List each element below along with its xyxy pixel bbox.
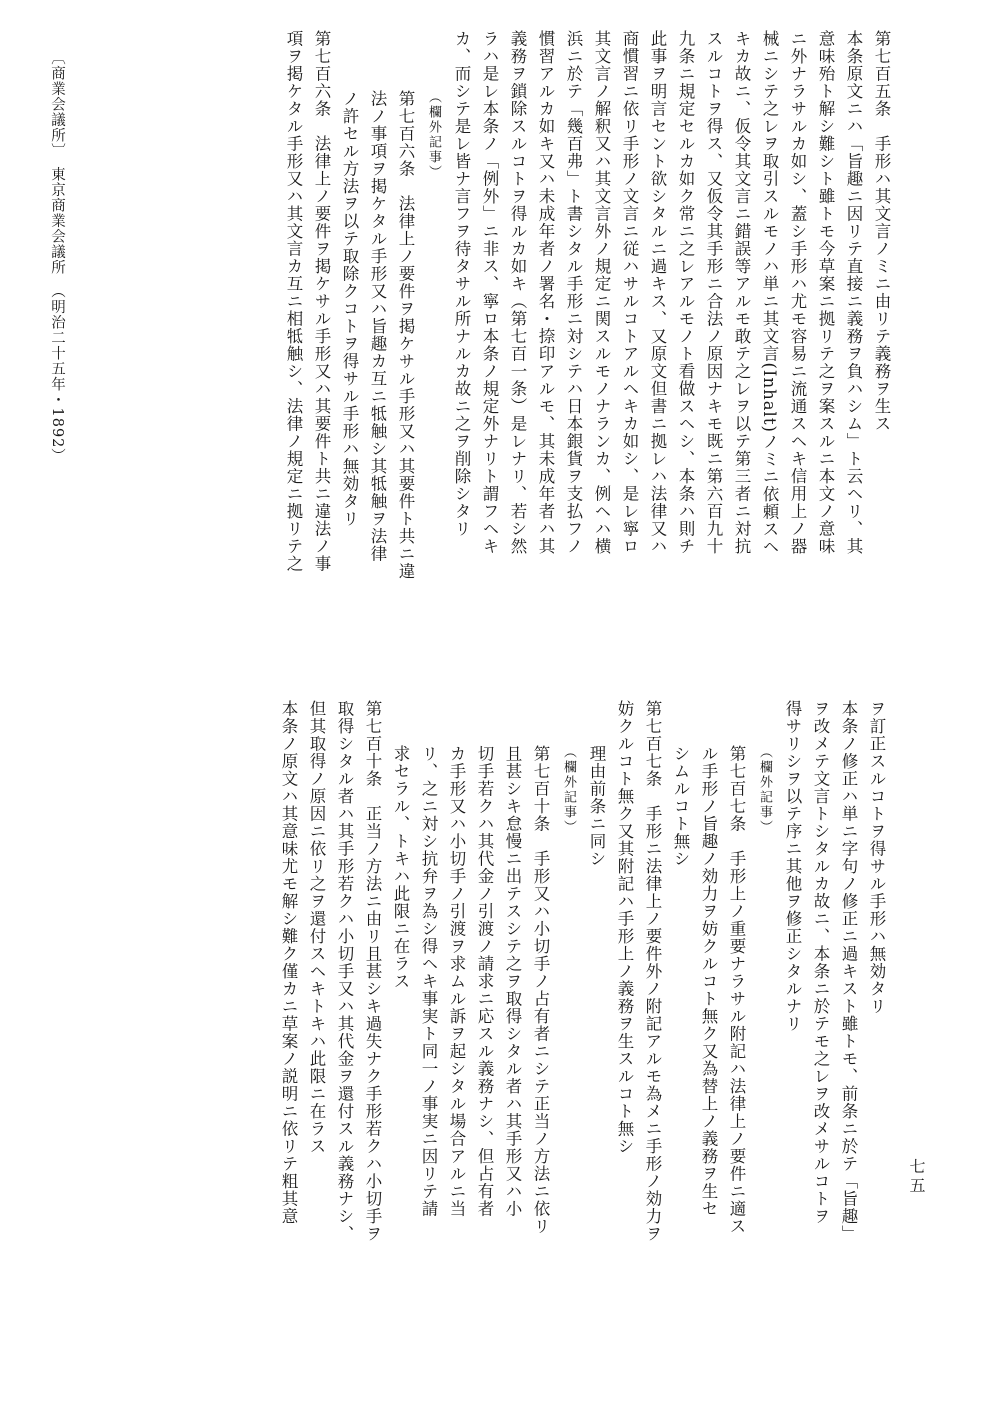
text-column: 義務ヲ鎖除スルコトヲ得ルカ如キ（第七百一条）是レナリ、若シ然 xyxy=(508,30,527,555)
margin-note-label: （欄外記事） xyxy=(757,745,772,835)
text-column: 但其取得ノ原因ニ依リ之ヲ還付スヘキトキハ此限ニ在ラス xyxy=(307,700,326,1155)
text-column: 其文言ノ解釈又ハ其文言外ノ規定ニ関スルモノナランカ、例ヘハ横 xyxy=(592,30,611,555)
text-column: 第七百五条 手形ハ其文言ノミニ由リテ義務ヲ生ス xyxy=(872,30,891,433)
footer-center: 東京商業会議所 xyxy=(49,166,65,276)
margin-note-label: （欄外記事） xyxy=(426,90,441,180)
text-column: シムルコト無シ xyxy=(671,745,690,868)
text-column: ラハ是レ本条ノ「例外」ニ非ス、寧ロ本条ノ規定外ナリト謂フヘキ xyxy=(480,30,499,555)
text-column: キカ故ニ、仮令其文言ニ錯誤等アルモ敢テ之レヲ以テ第三者ニ対抗 xyxy=(732,30,751,555)
text-column: 項ヲ掲ケタル手形又ハ其文言カ互ニ相牴触シ、法律ノ規定ニ拠リテ之 xyxy=(284,30,303,573)
text-column: リ、之ニ対シ抗弁ヲ為シ得ヘキ事実ト同一ノ事実ニ因リテ請 xyxy=(419,745,438,1218)
lower-text-block xyxy=(100,700,890,1390)
text-column: 妨クルコト無ク又其附記ハ手形上ノ義務ヲ生スルコト無シ xyxy=(615,700,634,1155)
footer-line xyxy=(42,40,70,464)
text-column: 此事ヲ明言セント欲シタルニ過キス、又原文但書ニ拠レハ法律又ハ xyxy=(648,30,667,555)
text-column: 第七百十条 正当ノ方法ニ由リ且甚シキ過失ナク手形若クハ小切手ヲ xyxy=(363,700,382,1243)
upper-text-block xyxy=(60,30,895,680)
text-column: 第七百七条 手形上ノ重要ナラサル附記ハ法律上ノ要件ニ適ス xyxy=(727,745,746,1235)
text-column: 第七百六条 法律上ノ要件ヲ掲ケサル手形又ハ其要件ト共ニ違法ノ事 xyxy=(312,30,331,573)
text-column: ノ許セル方法ヲ以テ取除クコトヲ得サル手形ハ無効タリ xyxy=(340,90,359,528)
text-column: 本条ノ修正ハ単ニ字句ノ修正ニ過キスト雖トモ、前条ニ於テ「旨趣」 xyxy=(839,700,858,1243)
text-column: 切手若クハ其代金ノ引渡ノ請求ニ応スル義務ナシ、但占有者 xyxy=(475,745,494,1218)
text-column: 理由前条ニ同シ xyxy=(587,745,606,868)
text-column: 商慣習ニ依リ手形ノ文言ニ従ハサルコトアルヘキカ如シ、是レ寧ロ xyxy=(620,30,639,555)
text-column: 法ノ事項ヲ掲ケタル手形又ハ旨趣カ互ニ牴触シ其牴触ヲ法律 xyxy=(368,90,387,563)
text-column: 本条ノ原文ハ其意味尤モ解シ難ク僅カニ草案ノ説明ニ依リテ粗其意 xyxy=(279,700,298,1225)
text-column: ヲ訂正スルコトヲ得サル手形ハ無効タリ xyxy=(867,700,886,1015)
footer-left: 〔商業会議所〕 xyxy=(49,50,65,152)
margin-note-label: （欄外記事） xyxy=(561,745,576,835)
text-column: 慣習アルカ如キ又ハ未成年者ノ署名・捺印アルモ、其未成年者ハ其 xyxy=(536,30,555,555)
text-column: スルコトヲ得ス、又仮令其手形ニ合法ノ原因ナキモ既ニ第六百九十 xyxy=(704,30,723,555)
text-column: 本条原文ニハ「旨趣ニ因リテ直接ニ義務ヲ負ハシム」ト云ヘリ、其 xyxy=(844,30,863,555)
running-footer xyxy=(20,40,70,680)
text-column: 械ニシテ之レヲ取引スルモノハ単ニ其文言(Inhalt)ノミニ依頼スヘ xyxy=(760,30,779,556)
text-column: 意味殆ト解シ難シト雖トモ今草案ニ拠リテ之ヲ案スルニ本文ノ意味 xyxy=(816,30,835,555)
footer-right: （明治二十五年・1892） xyxy=(49,290,65,464)
text-column: 浜ニ於テ「幾百弗」ト書シタル手形ニ対シテハ日本銀貨ヲ支払フノ xyxy=(564,30,583,555)
text-column: 取得シタル者ハ其手形若クハ小切手又ハ其代金ヲ還付スル義務ナシ、 xyxy=(335,700,354,1243)
text-column: 得サリシヲ以テ序ニ其他ヲ修正シタルナリ xyxy=(783,700,802,1033)
text-column: カ、而シテ是レ皆ナ言フヲ待タサル所ナルカ故ニ之ヲ削除シタリ xyxy=(452,30,471,538)
text-column: ニ外ナラサルカ如シ、蓋シ手形ハ尤モ容易ニ流通スヘキ信用上ノ器 xyxy=(788,30,807,555)
text-column: 第七百七条 手形ニ法律上ノ要件外ノ附記アルモ為メニ手形ノ効力ヲ xyxy=(643,700,662,1243)
text-column: 求セラル、トキハ此限ニ在ラス xyxy=(391,745,410,990)
text-column: 且甚シキ怠慢ニ出テスシテ之ヲ取得シタル者ハ其手形又ハ小 xyxy=(503,745,522,1218)
text-column: ル手形ノ旨趣ノ効力ヲ妨クルコト無ク又為替上ノ義務ヲ生セ xyxy=(699,745,718,1218)
text-column: カ手形又ハ小切手ノ引渡ヲ求ムル訴ヲ起シタル場合アルニ当 xyxy=(447,745,466,1218)
text-column: 第七百十条 手形又ハ小切手ノ占有者ニシテ正当ノ方法ニ依リ xyxy=(531,745,550,1235)
text-column: 第七百六条 法律上ノ要件ヲ掲ケサル手形又ハ其要件ト共ニ違 xyxy=(396,90,415,580)
text-column: ヲ改メテ文言トシタルカ故ニ、本条ニ於テモ之レヲ改メサルコトヲ xyxy=(811,700,830,1225)
page-number: 七五 xyxy=(907,1158,926,1196)
text-column: 九条ニ規定セルカ如ク常ニ之レアルモノト看做スヘシ、本条ハ則チ xyxy=(676,30,695,555)
